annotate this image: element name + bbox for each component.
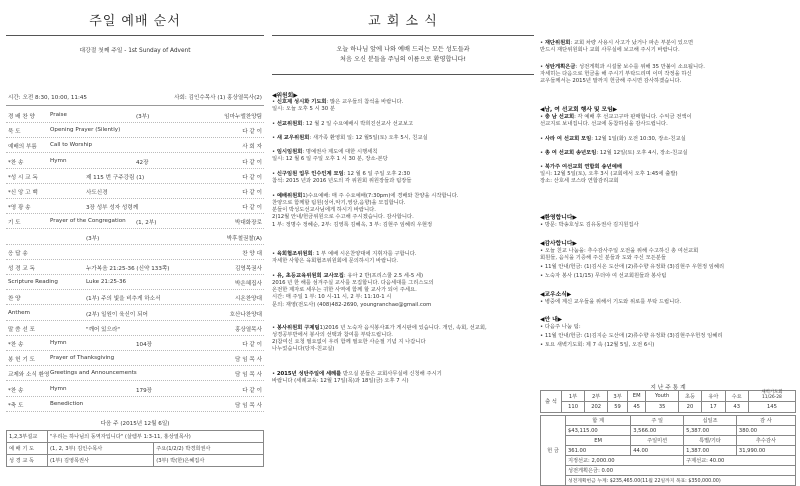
dotted-divider [6,304,264,305]
offering-table [540,415,796,486]
bullet-icon: • [272,251,277,257]
news-item-body: : 각 예배 후 선교고구마 판매합니다. 수익금 전액이 선교지로 보내집니다. 선교에 동참하심을 감사드립니다. [540,114,692,128]
table-row [541,402,796,413]
bullet-icon: • [272,121,277,127]
order-leader: 다 같 이 [242,387,262,394]
table-cell: 43 [725,402,748,413]
news-item [272,149,534,163]
table-header: 2부 [585,391,608,402]
order-ko: 기 도 [8,220,21,227]
order-item [6,355,264,365]
table-cell: (1, 2, 3부) 김인수목사 [48,443,154,455]
order-leader: 박은혜집사 [234,281,262,288]
order-ko: 봉 헌 기 도 [8,357,35,364]
news-item-heading: 총 여 선교회 송년모임 [544,150,597,156]
news-item [540,164,796,185]
order-item [6,142,264,152]
order-en: Prayer of the Congregation [50,218,126,225]
bullet-icon: • [540,164,545,170]
dotted-divider [6,320,264,321]
news-item [272,193,534,229]
news-item [272,371,534,385]
order-item [6,234,264,244]
table-cell: 특별/기타 [684,436,737,446]
order-ko: 성 경 교 독 [8,266,35,272]
order-leader: 다 같 이 [242,190,262,196]
table-row [541,456,796,466]
news-item-body: 일시: 12월 5일(토), 오후 3시 (교회에서 오후 1:45에 출발) 장소: 산호세 코스타 연합감리교회 [540,171,678,185]
order-mid: 사도신경 [86,190,108,196]
thanks-item [540,248,796,262]
last-week-title: 지 난 주 통 계 [650,385,686,391]
table-cell: "우리는 하나님의 동역자입니다" (살렘부 1:3-11, 홍상열목사) [48,431,264,443]
news-item-body: : 교회 차량 사용시 사고가 났거나 파손 부분이 있으면 반드시 재단위원회나 교회 사무실에 보고해 주시기 바랍니다. [540,40,694,54]
news-item [272,171,534,185]
order-mid: 42장 [136,159,149,166]
order-leader: 다 같 이 [242,205,262,212]
bullet-icon: • [540,333,545,339]
news-item [272,273,534,309]
news-item-body: : 유아 2 반(프리스쿨 2.5 세-5 세) 2016 년 한 해를 섬겨주실 교사를 모집합니다. 다음세대를 그리스도의 온전한 제자로 세우는 귀한 사역에 함께 할 교사가 되어 주세요. 시간: 매 주일 1 부: 10 시-11 시, 2 부: 11:10-1 시 문의: 재영(전도사) (408)482-2690, youngranchae@gmail.com [272,273,434,308]
dotted-divider [6,168,264,169]
news-item-body: : 12월 1일(화) 오전 10:30, 장소-친교실 [591,136,686,142]
dotted-divider [6,244,264,245]
bullet-icon: • [540,273,545,279]
order-mid: (1부) 주의 빛을 비추게 하소서 [86,296,161,303]
order-ko: 묵 도 [8,129,21,136]
order-leader: 박후철권찰(A) [226,235,262,242]
thanks-item [540,264,796,271]
bullet-icon: • [272,149,277,155]
news-item-heading: 성탄게획은금 [544,64,576,70]
news-item-heading: 새 교우위원회 [276,135,310,141]
news-item-body: : 1 부 예배 시온찬양대에 지휘자를 구합니다. 자세한 사항은 육회협조위원회에 문의하시기 바랍니다. [272,251,417,265]
news-item-body: : 12 월 6 일 주일 오후 2:30 참석: 2015 년과 2016 년도의 각 위원회 위원장들과 팀장들 [272,171,412,185]
table-header: Youth [646,391,678,402]
next-week-table [6,430,264,467]
bullet-icon: • [272,193,277,199]
bullet-icon: • [540,324,545,330]
dotted-divider [6,228,264,229]
order-item [6,173,264,183]
table-cell: 380.00 [736,426,795,436]
order-en: Call to Worship [50,142,93,149]
news-item-body: 1)2016 년 노숙자 음식봉사표가 게시판에 있습니다. 개인, 속회, 선교회, 성경공부반에서 봉사의 선택과 참여를 부탁드립니다. 2)참여신 요청 필요없이 우리 함께 필요한 사순절 기념 지 나갑니다 나누었습니다(당자-친교실) [272,325,487,353]
order-leader: 사 회 자 [242,144,262,151]
table-header: 새벽기도회 11/26-28 [748,391,795,402]
dotted-divider [6,152,264,153]
table-cell: 주요(1/2/2) 박경희권사 [154,443,264,455]
bullet-icon: • [540,248,545,254]
bullet-icon: • [272,325,277,331]
table-cell: 145 [748,402,795,413]
order-leader: 담 임 목 사 [235,372,262,379]
table-cell: 20 [678,402,701,413]
order-ko: *축 도 [8,402,24,409]
news-item [272,121,534,128]
worship-time: 시간: 오전 8:30, 10:00, 11:45 [8,95,87,101]
news-item [272,251,534,265]
order-leader: 김영목권사 [234,266,262,272]
attendance-table [540,390,796,413]
order-item [6,188,264,198]
divider [6,105,264,106]
dotted-divider [6,198,264,199]
table-row [541,466,796,476]
table-header: 수요 [725,391,748,402]
list-item-text: 토요 새벽기도회: 제 7 속 (12월 5일, 오전 6시) [544,342,655,348]
order-leader: 다 같 이 [242,342,262,348]
news-item-heading: 신구임원 업무 인수인계 모임 [276,171,344,177]
order-leader: 다 같 이 [242,174,262,181]
church-news-column [272,0,534,486]
prayer-section-heading: ◀교우소식▶ [540,292,572,298]
welcome-line: 처음 오신 분들을 주님의 이름으로 환영합니다! [340,55,466,63]
divider [272,74,534,75]
order-item [6,401,264,411]
list-item-text: 노숙자 봉사 (11/15) 무더야 여 선교회원들과 봉사팀 [544,273,667,279]
table-row [541,426,796,436]
guide-item [540,333,796,340]
thanks-section-heading: ◀감사합니다▶ [540,241,577,247]
table-cell: 1,387.00 [684,446,737,456]
order-en: Hymn [50,157,67,164]
news-title: 교 회 소 식 [368,14,438,29]
committee-section-heading: ◀위원회▶ [272,93,298,99]
order-item [6,310,264,320]
welcome-line: 오늘 하나님 앞에 나와 예배 드리는 모든 성도들과 [336,46,470,53]
order-item [6,112,264,122]
news-item [540,114,796,128]
bullet-icon: • [540,114,545,120]
news-item [540,64,796,85]
order-leader: 시온찬양대 [234,296,262,303]
order-item [6,264,264,274]
order-en: Greetings and Announcements [50,370,137,377]
news-item-body: 1)수요예배: 매 주 수요예배(7:30pm)에 경배와 찬양을 시작합니다. 찬양으로 함께할 팀원(성어,악기,영상,음향)을 모집합니다. 분들이 박성도선교사님에게 하시기 바랍니다. 2)12월 안내/헌금위원으로 수고해 주시겠습니다. 감사합니다. 1 부: 정명수 정혜순, 2부: 김영록 김혜옥, 3 부: 김현주 임혜리 우현정 [272,193,459,228]
table-cell: EM [566,436,631,446]
mission-section-heading: ◀남, 여 선교회 행사 및 모임▶ [540,107,618,113]
dotted-divider [6,213,264,214]
table-header: 1부 [562,391,585,402]
table-cell: 성전게획은금: 0.00 [566,466,796,476]
order-item [6,386,264,396]
order-item [6,340,264,350]
welcome-item [540,222,796,229]
order-leader: 찬 양 대 [242,250,262,257]
bullet-icon: • [272,371,277,377]
table-header: 주 일 [631,416,684,426]
order-item [6,279,264,289]
bullet-icon: • [540,64,545,70]
order-en: Hymn [50,340,67,346]
welcome-message [272,45,534,65]
news-item-heading: 임시임원회 [276,149,303,155]
news-item-heading: 충 남 선교회 [544,114,575,120]
table-cell: 44.00 [631,446,684,456]
order-ko: Anthem [8,309,31,316]
table-cell: 59 [608,402,628,413]
news-item-body: 받으실 분들은 교회사무실에 신청해 주시기 바랍니다 (세례교육: 12월 17일(목)과 18일(금) 오후 7 시) [272,371,442,385]
table-header: 유아 [702,391,725,402]
order-en: Prayer of Thanksgiving [50,355,115,362]
news-item-heading: 2015년 성탄주일에 세례를 [276,371,342,377]
dotted-divider [6,396,264,397]
dotted-divider [6,411,264,412]
table-cell: 지정선교: 2,000.00 [566,456,684,466]
table-row [7,443,264,455]
news-item-heading: 봉사위원회 구제팀 [276,325,320,331]
order-mid: (3부) [136,114,150,120]
table-cell: 45 [627,402,646,413]
news-item-heading: 예배위원회 [276,193,303,199]
dotted-divider [6,137,264,138]
order-item [6,370,264,380]
news-item-heading: 유, 초등교육위원회 교사모집 [276,273,344,279]
list-item-text: 병중에 계신 교우들을 위해서 기도와 위로를 부탁 드립니다. [544,299,682,305]
order-ko: 응 답 송 [8,250,28,257]
order-mid: 104장 [136,342,153,348]
order-en: Opening Prayer (Silently) [50,127,121,134]
order-mid: "깨어 있으라" [86,326,120,333]
order-ko: *성 시 교 독 [8,174,38,181]
thanks-item [540,273,796,280]
news-item-heading: 육회협조위원회 [276,251,313,257]
bullet-icon: • [272,135,277,141]
table-header: 초등 [678,391,701,402]
news-item-body: : 12 월 2 일 수요예배시 박희진선교사 선교보고 [302,121,414,127]
order-item [6,249,264,259]
table-header: EM [627,391,646,402]
list-item-text: 방문: 박송호성도 김유동권사 김지원집사 [544,222,639,228]
order-mid: (2부) 일원이 육신이 되어 [86,311,148,318]
order-item [6,218,264,228]
table-row [7,455,264,467]
order-ko: *찬 송 [8,159,24,166]
table-row [541,446,796,456]
bullet-icon: • [272,273,277,279]
order-en: Benediction [50,400,84,407]
dotted-divider [6,365,264,366]
table-cell: 예 배 기 도 [7,443,48,455]
order-ko: *찬 송 [8,387,24,394]
order-mid: (3부) [86,235,100,242]
order-item [6,325,264,335]
order-mid: 누가복음 21:25-36 (신약 133쪽) [86,266,170,272]
dotted-divider [6,122,264,123]
dotted-divider [6,350,264,351]
order-mid: 3장 성부 성자 성령께 [86,205,139,212]
order-en: Hymn [50,385,67,392]
news-item-body: : 많은 교우들의 참석을 바랍니다. 일시: 오늘 오후 5 시 30 분 [272,99,404,113]
news-item-heading: 신호제 성시화 기도회 [276,99,327,105]
worship-presider: 사회: 김인수목사 (1) 홍상열목사(2) [174,95,262,101]
table-cell: 성전게획헌금 누계: $235,465.00(11월 22일까지 목표: $350,000.00) [566,476,796,486]
order-leader: 담 임 목 사 [235,357,262,364]
order-leader: 다 같 이 [242,159,262,166]
dotted-divider [6,289,264,290]
worship-title: 주일 예배 순서 [89,14,181,29]
order-mid: 179장 [136,387,153,394]
bullet-icon: • [540,342,545,348]
order-item [6,127,264,137]
table-cell: 주일미션 [631,436,684,446]
news-item-body: : 12월 12일(토) 오후 4시, 장소-친교실 [596,150,688,156]
table-cell: 성 경 교 독 [7,455,48,467]
table-cell: 35 [646,402,678,413]
dotted-divider [6,335,264,336]
order-leader: 홍상열목사 [234,326,262,333]
order-item [6,203,264,213]
dotted-divider [6,183,264,184]
order-ko: *찬 송 [8,342,24,348]
order-ko: 교제와 소식 환영 [8,372,50,379]
table-cell: 추수감사 [736,436,795,446]
order-mid: Luke 21:25-36 [86,279,127,286]
attendance-label: 출 석 [541,391,562,413]
table-cell: 구제선교: 40.00 [684,456,796,466]
order-leader: 다 같 이 [242,129,262,136]
guide-item [540,342,796,349]
news-item [540,40,796,54]
dotted-divider [6,259,264,260]
guide-item [540,324,796,331]
news-item-body: : 명예권사 제도에 대한 시행세칙 일시: 12 월 6 일 주일 오후 1 시 30 분, 장소-본당 [272,149,388,163]
bullet-icon: • [540,150,545,156]
news-item [272,99,534,113]
news-item-heading: 북가주 여선교회 연합회 송년예배 [544,164,622,170]
order-ko: 예배의 부름 [8,144,37,151]
next-week-title: 다음 주 (2015년 12월 6일) [100,421,170,427]
table-row [7,431,264,443]
list-item-text: 11월 안내/헌금: (1)김지순 도산애 (2)류수향 유정화 (3)김현주우헌정 임혜리 [544,333,723,339]
news-item-heading: 재단위원회 [544,40,571,46]
order-ko: *신 앙 고 백 [8,190,38,196]
dotted-divider [6,274,264,275]
table-cell: 110 [562,402,585,413]
table-cell: 31,990.00 [736,446,795,456]
table-cell: (1부) 김영목권사 [48,455,154,467]
right-news-column [540,0,796,486]
dotted-divider [6,380,264,381]
table-cell: 17 [702,402,725,413]
order-ko: 말 씀 선 포 [8,326,35,333]
list-item-text: 오늘 친교 나눔을: 추수감사주일 오전을 위해 수고하신 총 여선교회 회원들, 음식을 기증해 주신 분들과 도와 주신 모든분들 [540,248,699,262]
divider [272,35,534,36]
list-item-text: 다음주 나눔 팀: [544,324,581,330]
order-mid: 제 115 번 구주강림 (1) [86,174,145,181]
offering-label: 헌 금 [541,416,566,486]
order-leader: 호산나찬양대 [229,311,262,318]
table-cell: 202 [585,402,608,413]
order-mid: (1, 2부) [136,220,157,227]
order-item [6,294,264,304]
table-row [541,436,796,446]
order-item [6,158,264,168]
welcome-section-heading: ◀환영합니다▶ [540,215,577,221]
bullet-icon: • [272,171,277,177]
news-item-heading: 사라 여 선교회 모임 [544,136,592,142]
bullet-icon: • [272,99,277,105]
bullet-icon: • [540,222,545,228]
order-leader: 담 임 목 사 [235,402,262,409]
table-cell: (3부) 박(한)은혜집사 [154,455,264,467]
guide-section-heading: ◀안 내▶ [540,317,563,323]
divider [6,35,264,36]
table-header: 합 계 [566,416,631,426]
order-ko: 경 배 찬 양 [8,114,35,120]
table-header: 십일조 [684,416,737,426]
news-item-body: : 새가족 환영회 일: 12 월5일(토) 오후 5시, 친교실 [309,135,428,141]
table-cell: 1,2,3부설교 [7,431,48,443]
news-item [540,150,796,157]
table-row [541,416,796,426]
bullet-icon: • [540,136,545,142]
table-cell: 5,387.00 [684,426,737,436]
news-item [272,135,534,142]
table-header: 3부 [608,391,628,402]
news-item [540,136,796,143]
news-item-body: : 성전게획과 시설물 보수를 위해 35 만불이 소요됩니다. 자세히는 다음으로 헌금을 해 주시기 부탁드리며 이미 작정을 하신 교우들께서는 2015년 말까지 헌금해 주시면 감사하겠습니다. [540,64,705,85]
table-row [541,391,796,402]
order-en: Praise [50,112,67,118]
worship-order-column [6,0,264,486]
table-cell: $43,115.00 [566,426,631,436]
order-leader: 박대화장로 [234,220,262,227]
bullet-icon: • [540,299,545,305]
prayer-item [540,299,796,306]
table-header: 감 사 [736,416,795,426]
list-item-text: 11월 안내/헌금: (1)김시온 도산애 (2)류수향 유정화 (3)김현주 우헌정 임혜리 [544,264,725,270]
table-cell: 3,566.00 [631,426,684,436]
bullet-icon: • [540,264,545,270]
bullet-icon: • [540,40,545,46]
table-row [541,476,796,486]
news-item-heading: 선교위원회 [276,121,303,127]
table-cell: 361.00 [566,446,631,456]
order-leader: 임마누엘찬양팀 [224,114,262,120]
news-item [272,325,534,354]
order-ko: *영 광 송 [8,205,31,212]
order-ko: 찬 양 [8,296,21,303]
worship-subtitle: 대강절 첫째 주일 - 1st Sunday of Advent [79,48,191,54]
order-ko: Scripture Reading [8,279,58,286]
